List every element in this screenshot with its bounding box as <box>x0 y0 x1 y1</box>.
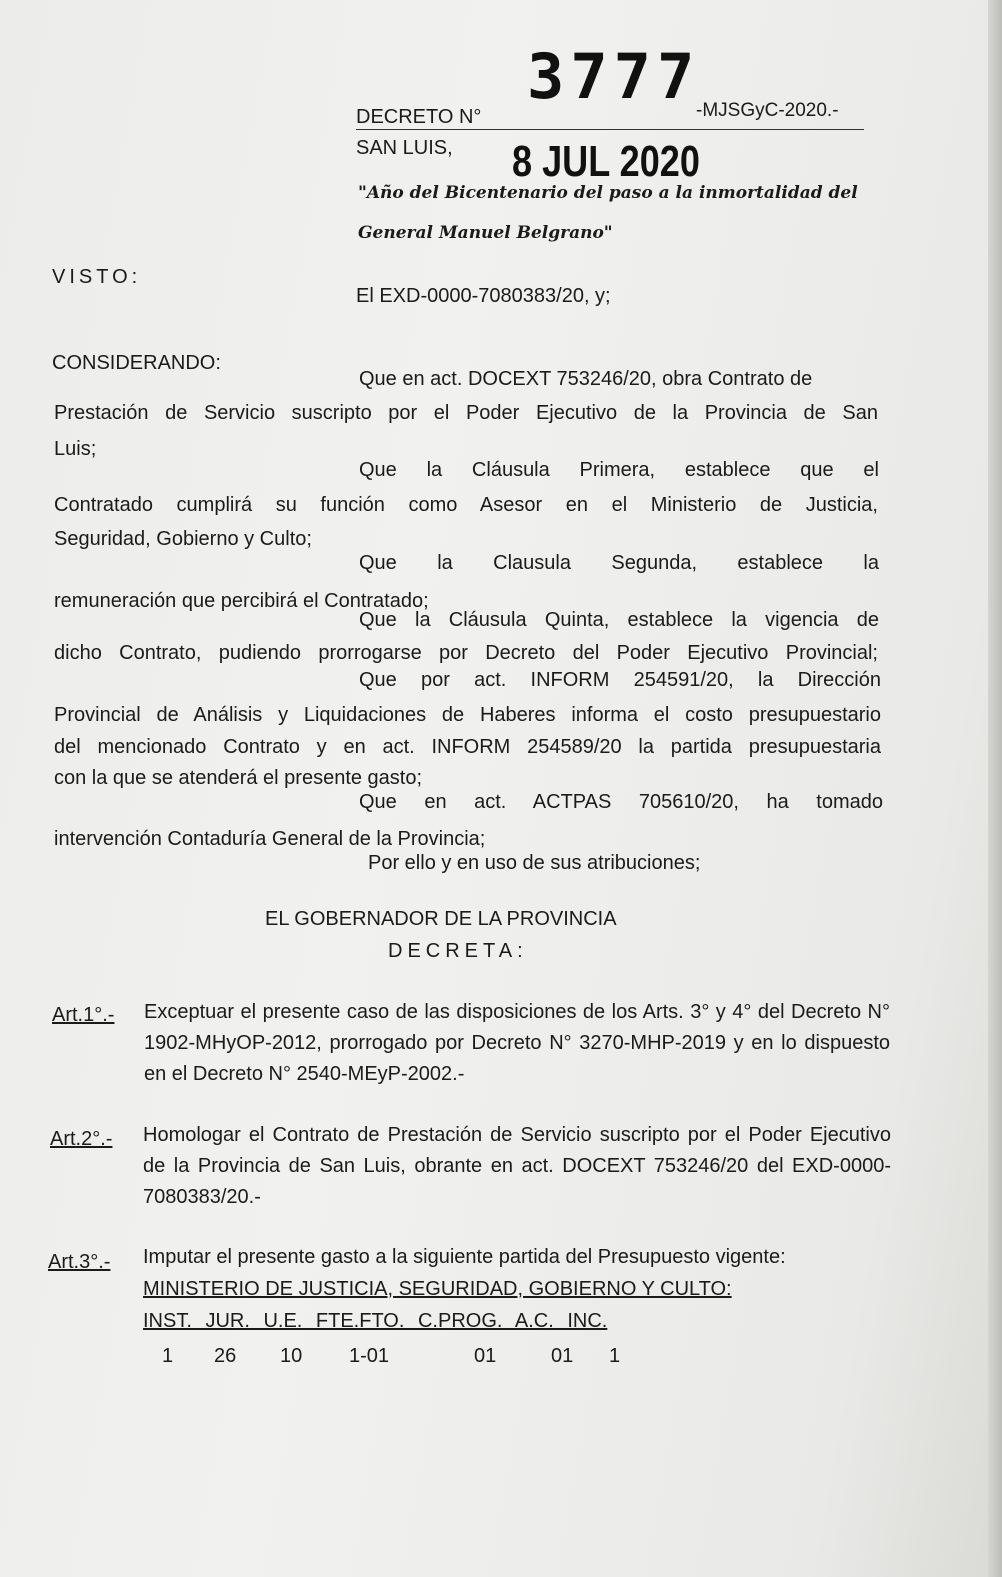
budget-code: 1-01 <box>349 1345 390 1367</box>
budget-code: 01 <box>551 1345 574 1367</box>
considerando-line: remuneración que percibirá el Contratado; <box>54 590 429 612</box>
considerando-line: Que la Cláusula Primera, establece que el <box>359 459 879 481</box>
article-text: Exceptuar el presente caso de las disposiciones de los Arts. 3° y 4° del Decreto N° 1902-MHyOP-2012, prorrogado por Decreto N° 3270-MHP-2019 y en lo dispuesto en el Decreto N° 2540-MEyP-2002.- <box>144 1001 890 1085</box>
article-label: Art.2°.- <box>50 1128 113 1150</box>
motto-line-1: "Año del Bicentenario del paso a la inmortalidad del <box>358 183 858 203</box>
considerando-line: Seguridad, Gobierno y Culto; <box>54 528 312 550</box>
considerando-line: Provincial de Análisis y Liquidaciones de Haberes informa el costo presupuestario <box>54 704 881 726</box>
visto-label: VISTO: <box>52 266 142 288</box>
visto-text: El EXD-0000-7080383/20, y; <box>356 285 611 307</box>
considerando-line: intervención Contaduría General de la Provincia; <box>54 828 486 850</box>
place: SAN LUIS, <box>356 137 453 159</box>
article-label: Art.1°.- <box>52 1004 115 1026</box>
considerando-line: Que en act. DOCEXT 753246/20, obra Contrato de <box>359 368 813 390</box>
date-stamp: 8 JUL 2020 <box>512 137 700 186</box>
considerando-line: Luis; <box>54 438 97 460</box>
motto-line-2: General Manuel Belgrano" <box>358 223 613 243</box>
decree-suffix: -MJSGyC-2020.- <box>696 100 839 121</box>
considerando-line: con la que se atenderá el presente gasto; <box>54 767 423 789</box>
considerando-line: del mencionado Contrato y en act. INFORM 254589/20 la partida presupuestaria <box>54 736 881 758</box>
budget-code: 01 <box>474 1345 497 1367</box>
considerando-label: CONSIDERANDO: <box>52 352 221 374</box>
decree-label: DECRETO N° <box>356 106 482 128</box>
budget-headers: INST. JUR. U.E. FTE.FTO. C.PROG. A.C. INC. <box>143 1310 608 1332</box>
considerando-line: Que la Clausula Segunda, establece la <box>359 552 879 574</box>
considerando-line: Por ello y en uso de sus atribuciones; <box>368 852 701 874</box>
considerando-line: dicho Contrato, pudiendo prorrogarse por Decreto del Poder Ejecutivo Provincial; <box>54 642 878 664</box>
decree-number-line <box>356 129 864 130</box>
article-text: Homologar el Contrato de Prestación de Servicio suscripto por el Poder Ejecutivo de la Provincia de San Luis, obrante en act. DOCEXT 753246/20 del EXD-0000-7080383/20.- <box>143 1124 891 1208</box>
considerando-line: Que la Cláusula Quinta, establece la vigencia de <box>359 609 879 631</box>
budget-ministry: MINISTERIO DE JUSTICIA, SEGURIDAD, GOBIERNO Y CULTO: <box>143 1278 732 1300</box>
budget-code: 1 <box>609 1345 621 1367</box>
considerando-line: Contratado cumplirá su función como Asesor en el Ministerio de Justicia, <box>54 494 878 516</box>
budget-code: 10 <box>280 1345 303 1367</box>
article-text: Imputar el presente gasto a la siguiente partida del Presupuesto vigente: <box>143 1246 786 1268</box>
budget-code: 1 <box>162 1345 174 1367</box>
decree-number: 3777 <box>527 40 701 113</box>
decreta-heading: DECRETA: <box>388 940 528 962</box>
page-edge-shadow <box>988 0 1002 1577</box>
considerando-line: Que por act. INFORM 254591/20, la Dirección <box>359 669 881 691</box>
considerando-line: Que en act. ACTPAS 705610/20, ha tomado <box>359 791 883 813</box>
governor-heading: EL GOBERNADOR DE LA PROVINCIA <box>265 908 617 930</box>
article-label: Art.3°.- <box>48 1251 111 1273</box>
budget-code: 26 <box>214 1345 237 1367</box>
considerando-line: Prestación de Servicio suscripto por el Poder Ejecutivo de la Provincia de San <box>54 402 878 424</box>
